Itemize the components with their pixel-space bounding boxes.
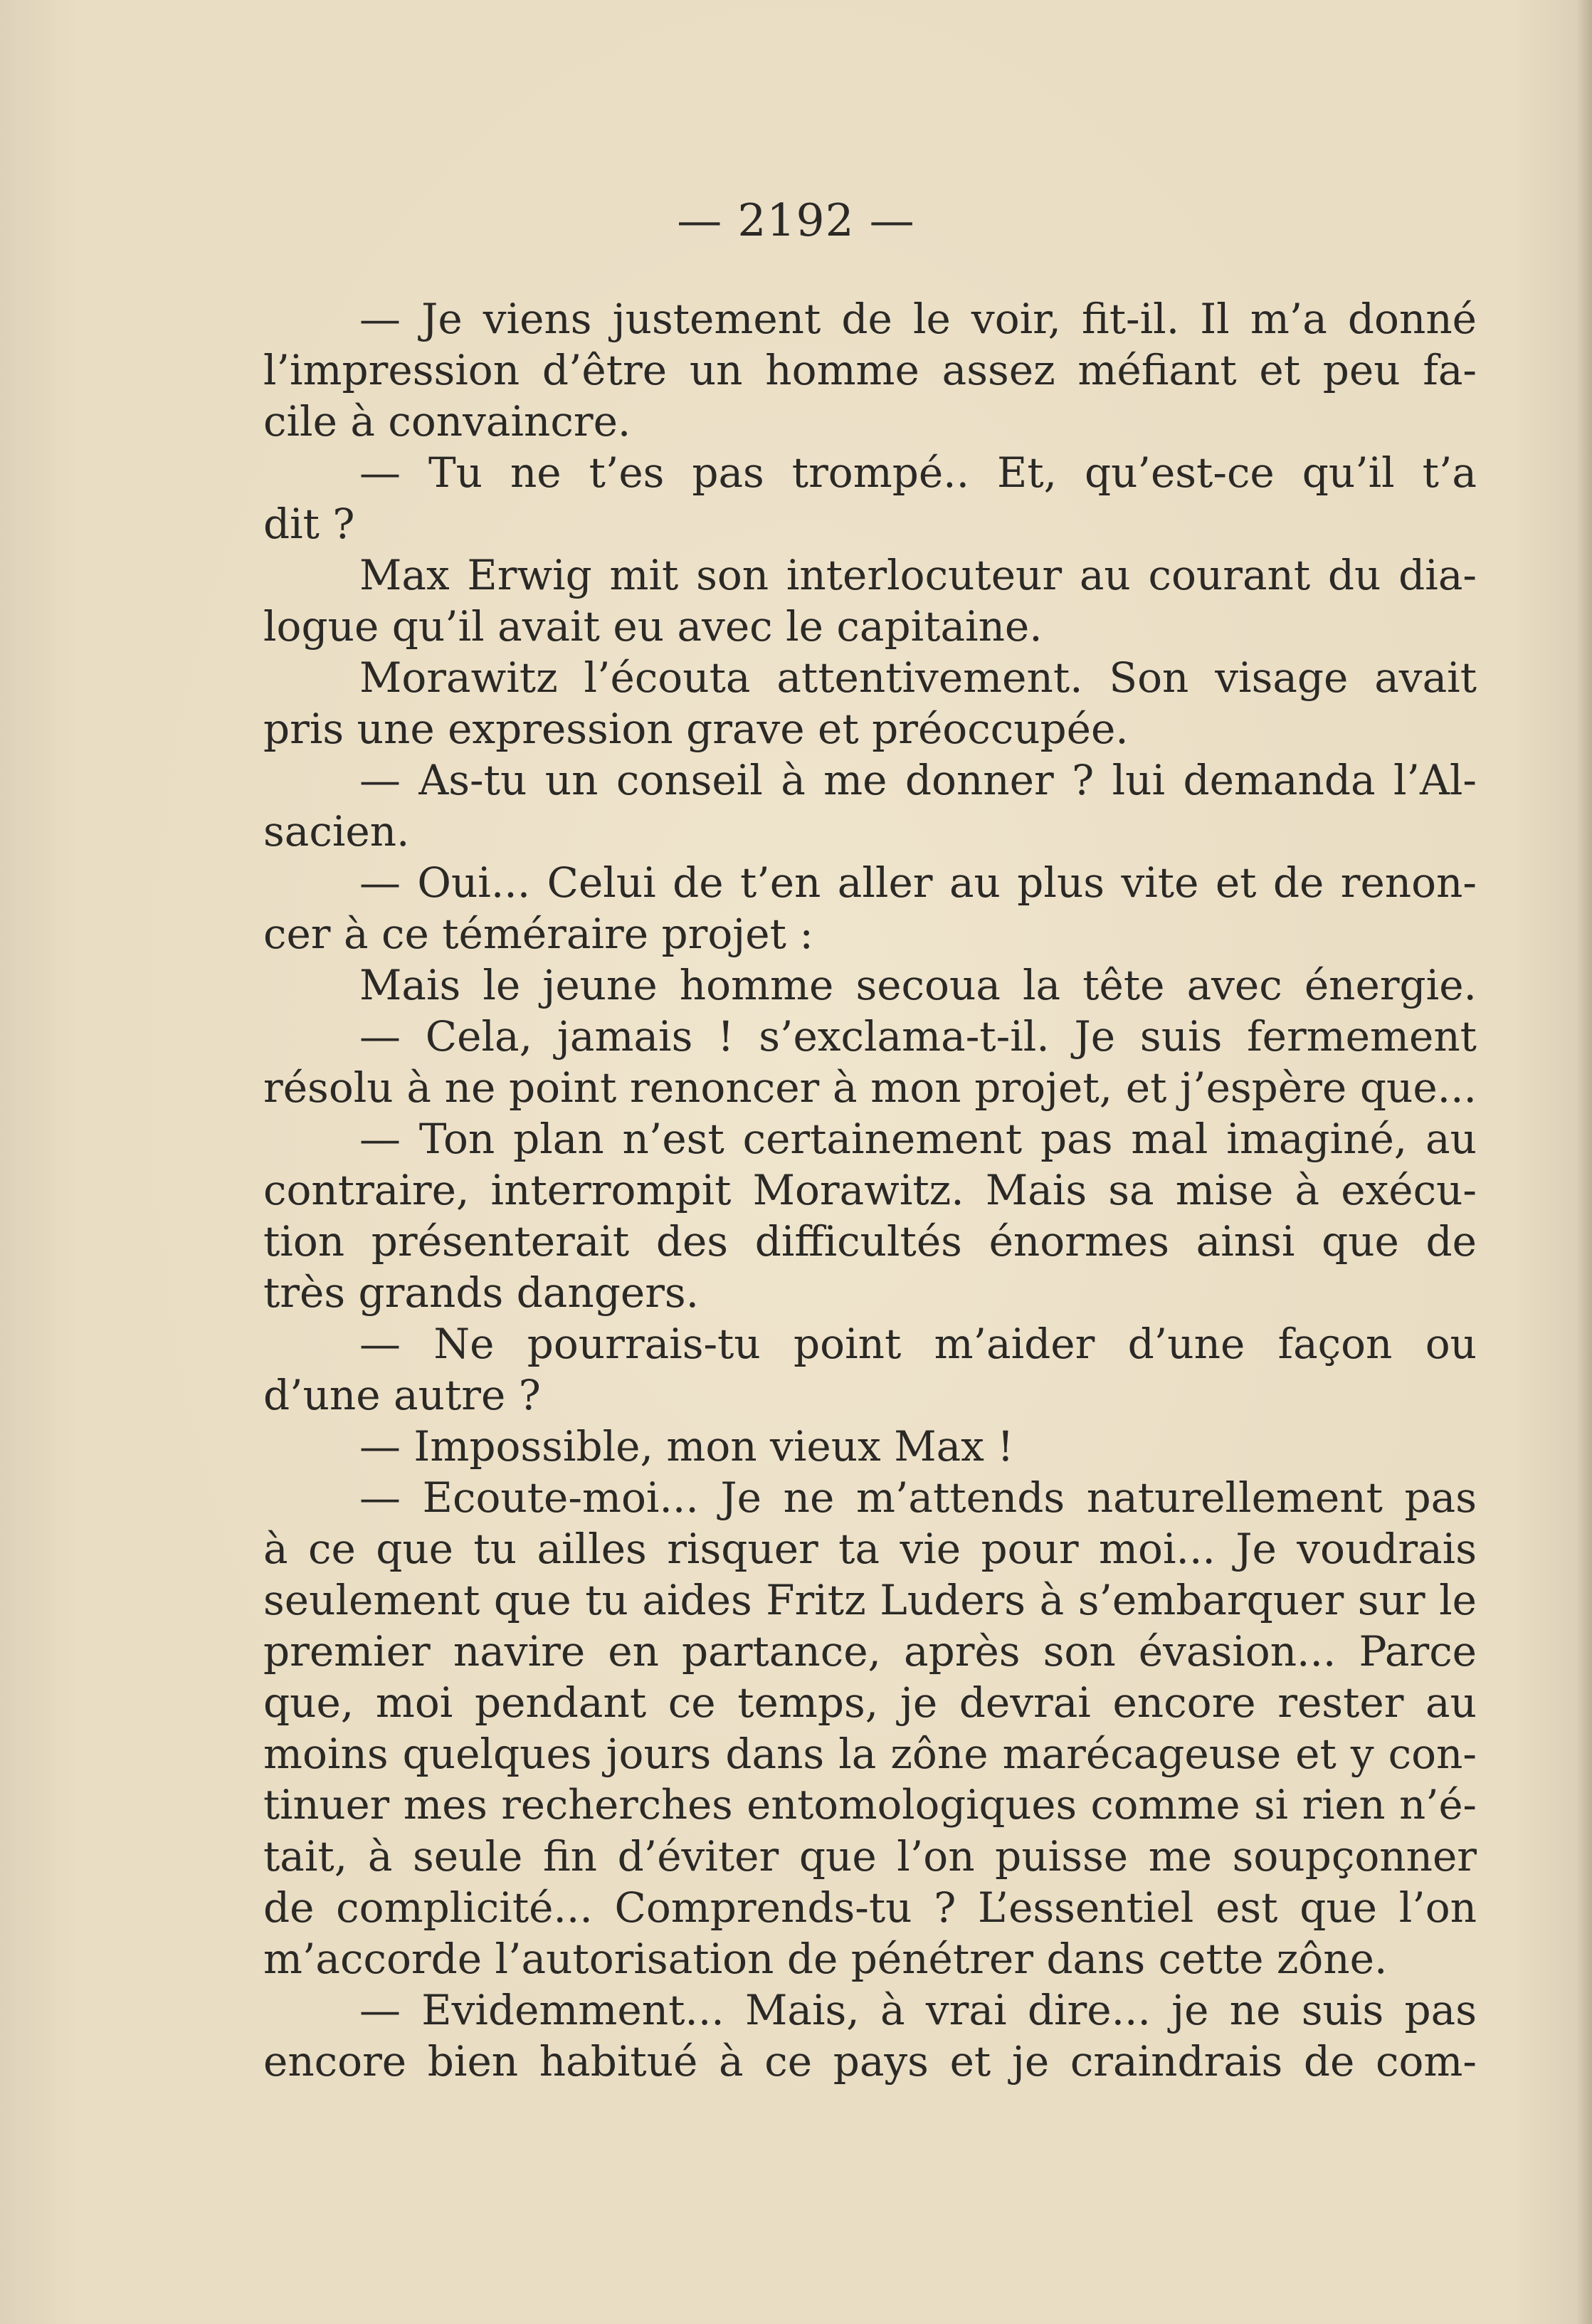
text-line: Max Erwig mit son interlocuteur au courant du dia- bbox=[359, 551, 1477, 599]
text-line: — Evidemment... Mais, à vrai dire... je ne suis pas bbox=[359, 1986, 1477, 2034]
text-line: logue qu’il avait eu avec le capitaine. bbox=[263, 602, 1043, 651]
text-line: Mais le jeune homme secoua la tête avec énergie. bbox=[359, 961, 1477, 1009]
text-line: — Oui... Celui de t’en aller au plus vite et de renon- bbox=[359, 858, 1477, 907]
text-line: premier navire en partance, après son évasion... Parce bbox=[263, 1627, 1477, 1676]
text-line: m’accorde l’autorisation de pénétrer dans cette zône. bbox=[263, 1935, 1388, 1983]
text-line: résolu à ne point renoncer à mon projet, et j’espère que... bbox=[263, 1063, 1477, 1112]
text-line: contraire, interrompit Morawitz. Mais sa mise à exécu- bbox=[263, 1166, 1477, 1214]
page-edge-shadow bbox=[1576, 0, 1592, 2324]
text-line: d’une autre ? bbox=[263, 1371, 541, 1419]
text-line: — Je viens justement de le voir, fit-il. Il m’a donné bbox=[359, 295, 1477, 343]
text-line: — Ecoute-moi... Je ne m’attends naturellement pas bbox=[359, 1473, 1477, 1522]
text-line: Morawitz l’écouta attentivement. Son visage avait bbox=[359, 653, 1477, 702]
text-line: sacien. bbox=[263, 807, 410, 856]
text-line: — Ne pourrais-tu point m’aider d’une façon ou bbox=[359, 1320, 1477, 1368]
text-line: tait, à seule fin d’éviter que l’on puisse me soupçonner bbox=[263, 1832, 1477, 1881]
text-line: dit ? bbox=[263, 500, 355, 548]
text-line: tion présenterait des difficultés énormes ainsi que de bbox=[263, 1217, 1477, 1266]
page-number: — 2192 — bbox=[677, 194, 915, 246]
text-line: très grands dangers. bbox=[263, 1268, 700, 1317]
text-line: — Ton plan n’est certainement pas mal imaginé, au bbox=[359, 1115, 1477, 1163]
text-line: tinuer mes recherches entomologiques comme si rien n’é- bbox=[263, 1781, 1477, 1829]
text-line: moins quelques jours dans la zône marécageuse et y con- bbox=[263, 1730, 1477, 1778]
text-line: de complicité... Comprends-tu ? L’essentiel est que l’on bbox=[263, 1883, 1477, 1932]
text-line: à ce que tu ailles risquer ta vie pour moi... Je voudrais bbox=[263, 1525, 1477, 1573]
text-line: — Cela, jamais ! s’exclama-t-il. Je suis fermement bbox=[359, 1012, 1477, 1061]
text-line: — As-tu un conseil à me donner ? lui demanda l’Al- bbox=[359, 756, 1477, 804]
text-line: pris une expression grave et préoccupée. bbox=[263, 705, 1129, 753]
text-line: — Impossible, mon vieux Max ! bbox=[359, 1422, 1014, 1471]
text-line: cile à convaincre. bbox=[263, 397, 631, 446]
text-line: l’impression d’être un homme assez méfiant et peu fa- bbox=[263, 346, 1477, 394]
body-text bbox=[263, 293, 1477, 2087]
text-line: encore bien habitué à ce pays et je craindrais de com- bbox=[263, 2037, 1477, 2086]
text-line: seulement que tu aides Fritz Luders à s’embarquer sur le bbox=[263, 1576, 1477, 1624]
text-line: que, moi pendant ce temps, je devrai encore rester au bbox=[263, 1678, 1477, 1727]
text-line: cer à ce téméraire projet : bbox=[263, 910, 813, 958]
text-line: — Tu ne t’es pas trompé.. Et, qu’est-ce qu’il t’a bbox=[359, 448, 1477, 497]
